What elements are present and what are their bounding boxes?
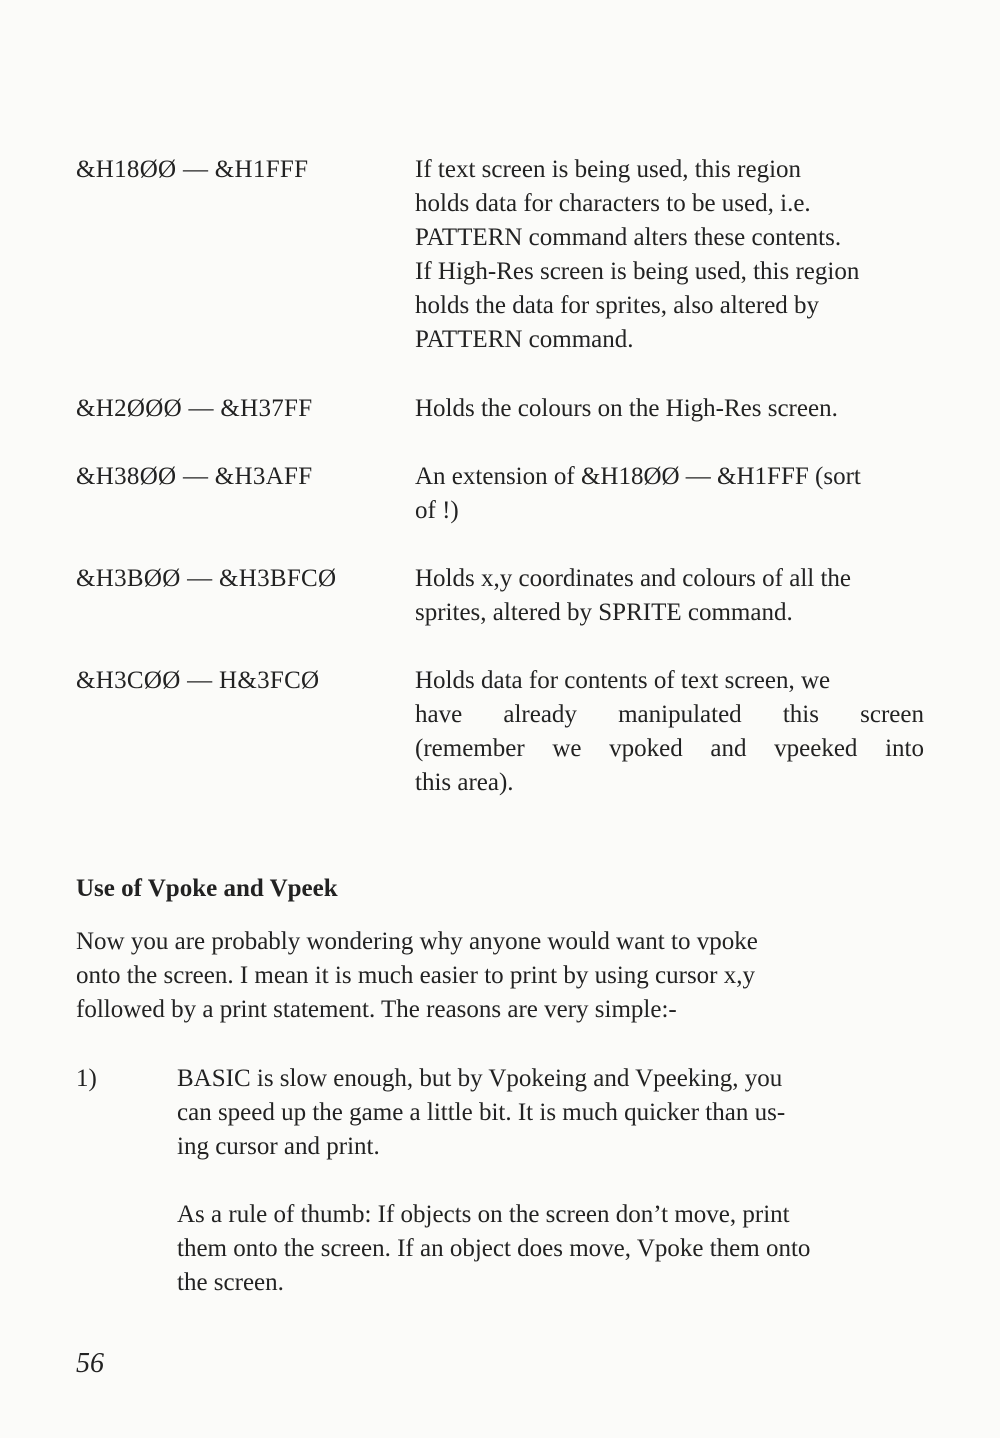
address-range: &H3BØØ — &H3BFCØ [76,565,337,592]
description-line: PATTERN command. [415,326,634,353]
description-line: Holds data for contents of text screen, we [415,667,831,694]
paragraph-line: can speed up the game a little bit. It is much quicker than us- [177,1099,786,1126]
paragraph-line: them onto the screen. If an object does move, Vpoke them onto [177,1235,811,1262]
paragraph-line: Now you are probably wondering why anyone would want to vpoke [76,928,758,955]
list-item-paragraph [177,1198,926,1300]
description-line: An extension of &H18ØØ — &H1FFF (sort [415,463,861,490]
list-item-paragraph [177,1062,926,1164]
intro-paragraph [76,925,926,1027]
description-line: holds data for characters to be used, i.e. [415,190,811,217]
memory-map-row [76,562,926,630]
description-line: PATTERN command alters these contents. [415,224,842,251]
range-description [415,392,924,426]
range-description [415,562,924,630]
range-description [415,460,924,528]
address-range: &H2ØØØ — &H37FF [76,395,313,422]
paragraph-line: onto the screen. I mean it is much easier to print by using cursor x,y [76,962,756,989]
section-heading: Use of Vpoke and Vpeek [76,875,338,902]
description-line: Holds the colours on the High-Res screen. [415,395,838,422]
memory-map-row [76,664,926,800]
memory-map-row [76,460,926,528]
description-line: have already manipulated this screen [415,701,924,728]
description-line: this area). [415,769,514,796]
memory-map-row [76,392,926,426]
numbered-list-item [76,1062,926,1300]
description-line: of !) [415,497,459,524]
paragraph-line: BASIC is slow enough, but by Vpokeing and Vpeeking, you [177,1065,783,1092]
address-range: &H18ØØ — &H1FFF [76,156,309,183]
list-item-body [177,1062,926,1300]
page-number: 56 [76,1348,104,1379]
description-line: sprites, altered by SPRITE command. [415,599,793,626]
address-range: &H3CØØ — H&3FCØ [76,667,320,694]
description-line: (remember we vpoked and vpeeked into [415,735,924,762]
range-description [415,664,924,800]
range-description [415,153,924,357]
memory-map-table [76,153,926,800]
description-line: If High-Res screen is being used, this region [415,258,860,285]
paragraph-line: ing cursor and print. [177,1133,380,1160]
paragraph-line: followed by a print statement. The reasons are very simple:- [76,996,677,1023]
list-item-number: 1) [76,1065,97,1092]
paragraph-line: As a rule of thumb: If objects on the screen don’t move, print [177,1201,790,1228]
address-range: &H38ØØ — &H3AFF [76,463,313,490]
memory-map-row [76,153,926,357]
description-line: Holds x,y coordinates and colours of all the [415,565,852,592]
paragraph-line: the screen. [177,1269,284,1296]
description-line: holds the data for sprites, also altered by [415,292,820,319]
description-line: If text screen is being used, this region [415,156,802,183]
